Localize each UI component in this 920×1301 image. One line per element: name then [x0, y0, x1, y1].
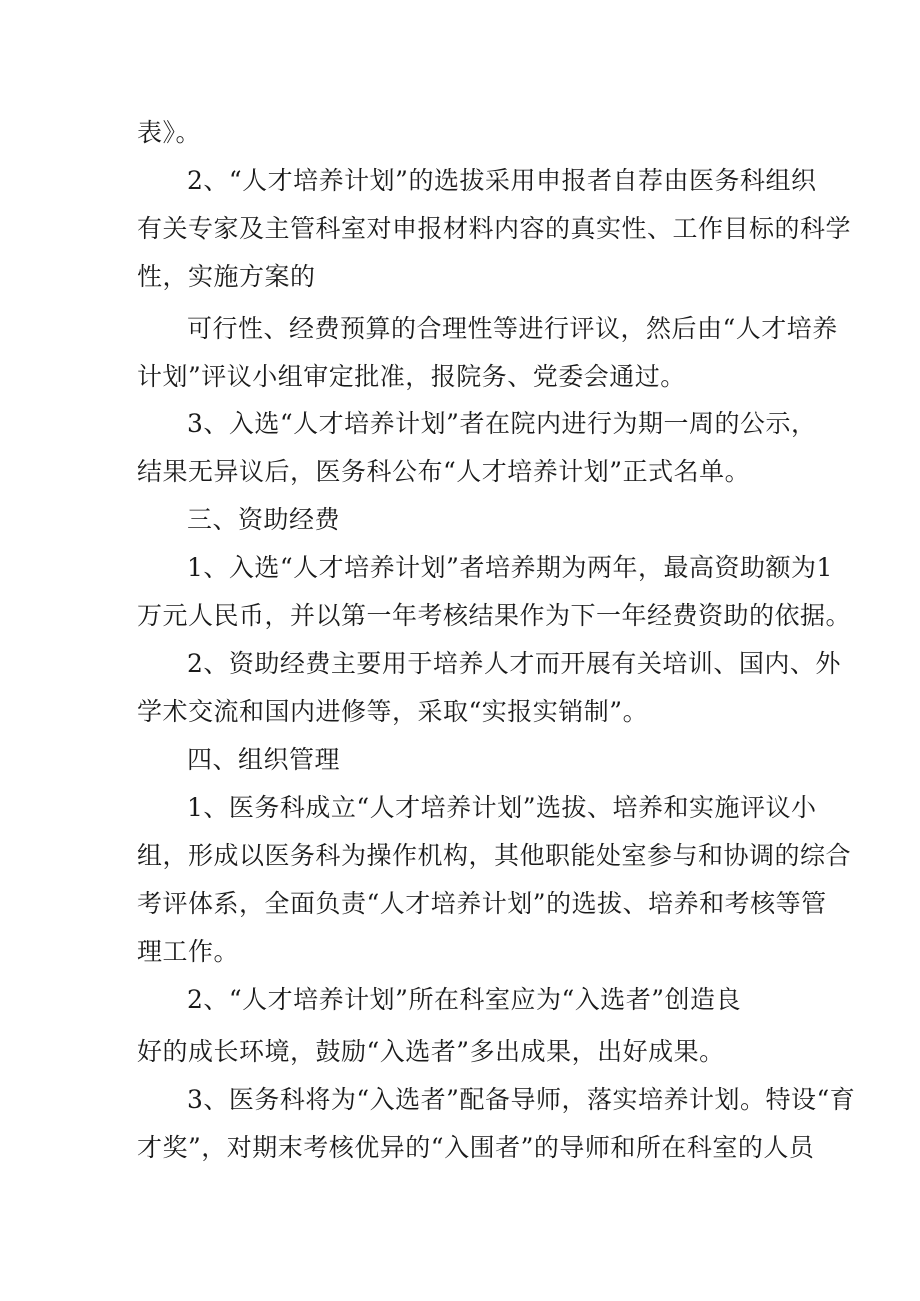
text-line: 理工作。 — [137, 937, 240, 966]
section-heading: 三、资助经费 — [187, 505, 341, 534]
text-line: 2、“人才培养计划”的选拔采用申报者自荐由医务科组织 — [187, 166, 817, 195]
text-line: 可行性、经费预算的合理性等进行评议，然后由“人才培养 — [187, 314, 838, 343]
text-line: 才奖”，对期末考核优异的“入围者”的导师和所在科室的人员 — [137, 1133, 815, 1162]
text-line: 2、“人才培养计划”所在科室应为“入选者”创造良 — [187, 985, 742, 1014]
text-line: 组，形成以医务科为操作机构，其他职能处室参与和协调的综合 — [137, 841, 852, 870]
text-line: 3、医务科将为“入选者”配备导师，落实培养计划。特设“育 — [187, 1085, 856, 1114]
text-line: 性，实施方案的 — [137, 262, 316, 291]
text-line: 万元人民币，并以第一年考核结果作为下一年经费资助的依据。 — [137, 601, 852, 630]
text-line: 计划”评议小组审定批准，报院务、党委会通过。 — [137, 362, 686, 391]
text-line: 学术交流和国内进修等，采取“实报实销制”。 — [137, 697, 649, 726]
text-line: 1、入选“人才培养计划”者培养期为两年，最高资助额为1 — [187, 553, 833, 582]
text-line: 考评体系，全面负责“人才培养计划”的选拔、培养和考核等管 — [137, 889, 827, 918]
text-line: 结果无异议后，医务科公布“人才培养计划”正式名单。 — [137, 457, 751, 486]
text-line: 好的成长环境，鼓励“入选者”多出成果，出好成果。 — [137, 1037, 725, 1066]
text-line: 有关专家及主管科室对申报材料内容的真实性、工作目标的科学 — [137, 214, 852, 243]
text-line: 1、医务科成立“人才培养计划”选拔、培养和实施评议小 — [187, 793, 817, 822]
text-line: 3、入选“人才培养计划”者在院内进行为期一周的公示， — [187, 409, 817, 438]
text-line: 表》。 — [137, 118, 202, 147]
text-line: 2、资助经费主要用于培养人才而开展有关培训、国内、外 — [187, 649, 841, 678]
section-heading: 四、组织管理 — [187, 745, 341, 774]
